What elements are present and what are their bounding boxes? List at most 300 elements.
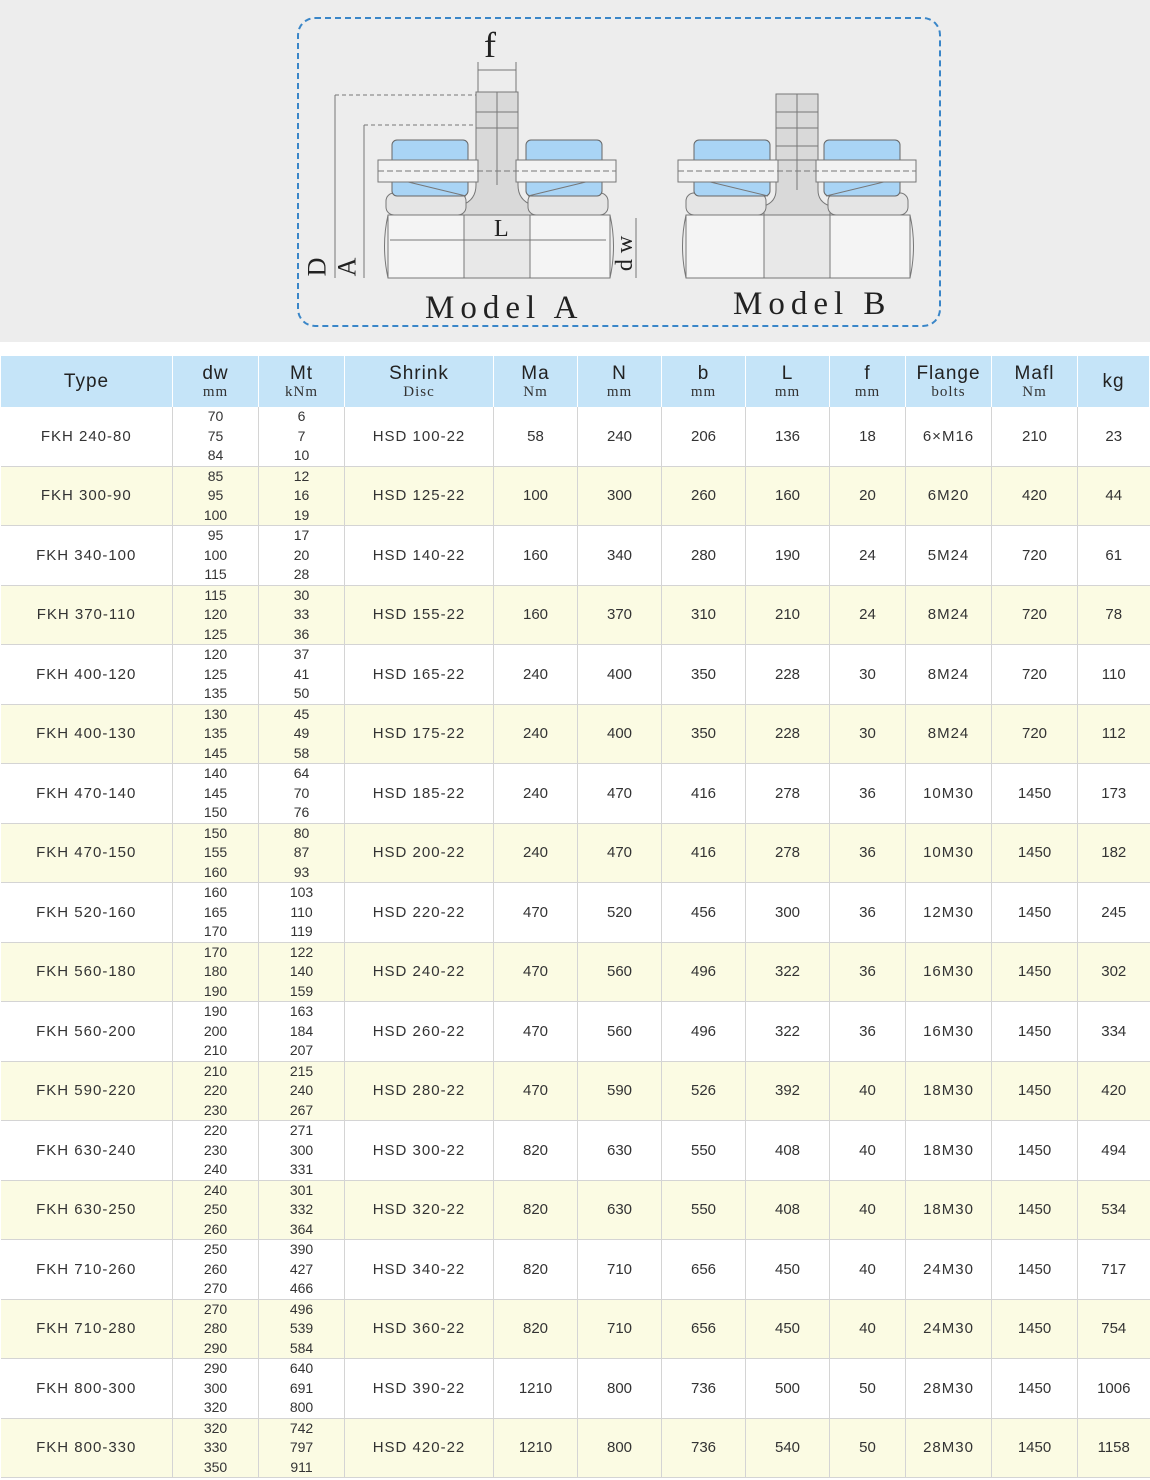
cell-mt (259, 1061, 345, 1121)
cell-dw-value: 135 (203, 725, 228, 741)
cell-f: 30 (830, 704, 906, 764)
cell-dw-value: 190 (203, 982, 228, 999)
cell-f: 50 (830, 1418, 906, 1478)
table-row (1, 823, 1150, 883)
cell-mt-value: 58 (293, 744, 310, 761)
cell-n: 710 (578, 1299, 662, 1359)
cell-dw-value: 70 (207, 408, 224, 424)
cell-dw-value: 210 (203, 1062, 228, 1079)
cell-mt-value: 80 (293, 824, 310, 841)
cell-mt-value: 30 (293, 586, 310, 603)
cell-dw (173, 1002, 259, 1062)
cell-dw (173, 526, 259, 586)
cell-mt-value: 50 (293, 685, 310, 701)
cell-dw (173, 1240, 259, 1300)
table-row (1, 645, 1150, 705)
cell-mt-value: 17 (293, 527, 310, 543)
cell-f: 30 (830, 645, 906, 705)
cell-ma: 160 (494, 526, 578, 586)
cell-dw (173, 407, 259, 466)
cell-mt-value: 300 (289, 1141, 314, 1158)
cell-f: 40 (830, 1180, 906, 1240)
cell-mafl: 1450 (992, 1121, 1078, 1181)
cell-ma: 1210 (494, 1418, 578, 1478)
cell-mafl: 420 (992, 466, 1078, 526)
cell-type: FKH 560-200 (1, 1002, 173, 1062)
column-header (173, 356, 259, 407)
cell-dw-value: 150 (203, 824, 228, 841)
column-header-unit: mm (606, 383, 633, 400)
cell-b: 550 (662, 1180, 746, 1240)
table-row (1, 585, 1150, 645)
dim-a-label: A (332, 257, 362, 277)
table-row (1, 1121, 1150, 1181)
column-header (578, 356, 662, 407)
table-row (1, 764, 1150, 824)
table-row (1, 1299, 1150, 1359)
cell-dw (173, 585, 259, 645)
column-header-unit: kNm (285, 383, 318, 400)
cell-b: 656 (662, 1299, 746, 1359)
cell-dw-value: 270 (203, 1300, 228, 1317)
cell-disc: HSD 100-22 (345, 407, 494, 466)
cell-bolts: 5M24 (906, 526, 992, 586)
cell-mt-value: 466 (289, 1280, 314, 1296)
cell-disc: HSD 175-22 (345, 704, 494, 764)
cell-mt-value: 496 (289, 1300, 314, 1317)
cell-disc: HSD 220-22 (345, 883, 494, 943)
cell-mt (259, 1418, 345, 1478)
cell-f: 40 (830, 1299, 906, 1359)
cell-mt-value: 93 (293, 863, 310, 880)
cell-b: 280 (662, 526, 746, 586)
cell-dw-value: 350 (203, 1458, 228, 1475)
table-row (1, 1002, 1150, 1062)
cell-kg: 754 (1078, 1299, 1150, 1359)
cell-b: 350 (662, 704, 746, 764)
column-header (259, 356, 345, 407)
cell-l: 228 (746, 645, 830, 705)
cell-n: 800 (578, 1418, 662, 1478)
cell-mt-value: 159 (289, 982, 314, 999)
cell-disc: HSD 420-22 (345, 1418, 494, 1478)
column-header (830, 356, 906, 407)
cell-l: 278 (746, 823, 830, 883)
cell-mt-value: 332 (289, 1201, 314, 1217)
cell-f: 40 (830, 1121, 906, 1181)
cell-b: 496 (662, 942, 746, 1002)
cell-n: 300 (578, 466, 662, 526)
cell-mt (259, 526, 345, 586)
cell-dw-value: 95 (207, 527, 224, 543)
table-row (1, 1180, 1150, 1240)
model-b-drawing (678, 94, 916, 278)
cell-dw (173, 764, 259, 824)
cell-dw-value: 250 (203, 1201, 228, 1217)
cell-mt-value: 207 (289, 1042, 314, 1058)
cell-l: 300 (746, 883, 830, 943)
cell-b: 310 (662, 585, 746, 645)
cell-type: FKH 590-220 (1, 1061, 173, 1121)
cell-ma: 820 (494, 1240, 578, 1300)
cell-type: FKH 400-120 (1, 645, 173, 705)
cell-dw (173, 645, 259, 705)
cell-ma: 470 (494, 1061, 578, 1121)
cell-kg: 110 (1078, 645, 1150, 705)
cell-ma: 820 (494, 1180, 578, 1240)
cell-dw-value: 115 (204, 586, 227, 603)
cell-l: 540 (746, 1418, 830, 1478)
cell-ma: 240 (494, 764, 578, 824)
cell-n: 800 (578, 1359, 662, 1419)
cell-dw (173, 823, 259, 883)
cell-mt-value: 19 (293, 506, 310, 523)
cell-dw-value: 220 (203, 1122, 228, 1138)
cell-ma: 160 (494, 585, 578, 645)
table-row (1, 1240, 1150, 1300)
cell-n: 630 (578, 1180, 662, 1240)
cell-dw-value: 300 (203, 1379, 228, 1396)
cell-mt-value: 163 (289, 1003, 314, 1019)
cell-kg: 245 (1078, 883, 1150, 943)
cell-mt (259, 1002, 345, 1062)
cell-n: 560 (578, 942, 662, 1002)
cell-dw-value: 165 (203, 903, 228, 920)
cell-mt-value: 49 (293, 725, 310, 741)
cell-f: 36 (830, 764, 906, 824)
cell-f: 50 (830, 1359, 906, 1419)
cell-dw-value: 220 (203, 1082, 228, 1098)
column-header (662, 356, 746, 407)
cell-bolts: 16M30 (906, 942, 992, 1002)
cell-type: FKH 240-80 (1, 407, 173, 466)
dim-d-label: D (302, 257, 332, 277)
cell-f: 18 (830, 407, 906, 466)
cell-ma: 100 (494, 466, 578, 526)
cell-dw-value: 95 (207, 487, 224, 503)
cell-dw-value: 170 (203, 943, 228, 960)
cell-kg: 494 (1078, 1121, 1150, 1181)
cell-dw (173, 1180, 259, 1240)
cell-mt-value: 364 (289, 1220, 314, 1237)
cell-n: 590 (578, 1061, 662, 1121)
cell-disc: HSD 390-22 (345, 1359, 494, 1419)
cell-dw-value: 140 (203, 765, 228, 781)
cell-n: 560 (578, 1002, 662, 1062)
cell-mafl: 1450 (992, 1061, 1078, 1121)
cell-mafl: 1450 (992, 1418, 1078, 1478)
cell-disc: HSD 155-22 (345, 585, 494, 645)
cell-mt-value: 640 (289, 1360, 314, 1376)
cell-n: 470 (578, 823, 662, 883)
model-b-label: Model B (733, 286, 892, 322)
cell-mt-value: 691 (289, 1379, 314, 1396)
cell-mt (259, 645, 345, 705)
cell-n: 470 (578, 764, 662, 824)
cell-mt (259, 1180, 345, 1240)
cell-bolts: 18M30 (906, 1180, 992, 1240)
cell-dw-value: 155 (203, 844, 228, 860)
cell-mt (259, 942, 345, 1002)
cell-bolts: 6×M16 (906, 407, 992, 466)
cell-mt-value: 64 (293, 765, 310, 781)
cell-mt (259, 466, 345, 526)
cell-dw (173, 1061, 259, 1121)
cell-mafl: 720 (992, 585, 1078, 645)
cell-mt-value: 122 (289, 943, 314, 960)
table-row (1, 407, 1150, 466)
cell-dw-value: 100 (203, 506, 228, 523)
cell-f: 36 (830, 823, 906, 883)
cell-dw-value: 150 (203, 804, 228, 820)
cell-type: FKH 300-90 (1, 466, 173, 526)
cell-kg: 173 (1078, 764, 1150, 824)
cell-f: 36 (830, 1002, 906, 1062)
cell-mt-value: 70 (293, 784, 310, 801)
column-header (1, 356, 173, 407)
cell-n: 340 (578, 526, 662, 586)
cell-mt (259, 585, 345, 645)
cell-mafl: 720 (992, 645, 1078, 705)
cell-dw-value: 125 (203, 665, 228, 682)
cell-l: 278 (746, 764, 830, 824)
column-header (1078, 356, 1150, 407)
cell-mt-value: 140 (289, 963, 314, 979)
cell-type: FKH 520-160 (1, 883, 173, 943)
table-row (1, 1359, 1150, 1419)
cell-n: 400 (578, 704, 662, 764)
cell-kg: 112 (1078, 704, 1150, 764)
cell-dw-value: 230 (203, 1101, 228, 1118)
cell-kg: 534 (1078, 1180, 1150, 1240)
cell-mt-value: 584 (289, 1339, 314, 1356)
cell-b: 526 (662, 1061, 746, 1121)
column-header-label: dw (202, 362, 229, 384)
cell-type: FKH 630-250 (1, 1180, 173, 1240)
cell-n: 370 (578, 585, 662, 645)
cell-b: 550 (662, 1121, 746, 1181)
cell-dw-value: 210 (203, 1042, 228, 1058)
cell-ma: 820 (494, 1121, 578, 1181)
cell-bolts: 16M30 (906, 1002, 992, 1062)
cell-kg: 44 (1078, 466, 1150, 526)
cell-dw-value: 320 (203, 1419, 228, 1436)
column-header-unit: mm (774, 383, 801, 400)
column-header-unit: bolts (931, 383, 966, 400)
cell-n: 520 (578, 883, 662, 943)
cell-mt-value: 76 (293, 804, 310, 820)
dim-f-label: f (484, 25, 496, 65)
cell-type: FKH 470-150 (1, 823, 173, 883)
cell-mafl: 1450 (992, 1299, 1078, 1359)
column-header (906, 356, 992, 407)
cell-disc: HSD 300-22 (345, 1121, 494, 1181)
cell-type: FKH 340-100 (1, 526, 173, 586)
cell-l: 228 (746, 704, 830, 764)
cell-dw-value: 160 (203, 884, 228, 900)
column-header-unit: Disc (403, 383, 435, 400)
cell-dw-value: 170 (203, 923, 228, 939)
cell-mt-value: 37 (293, 646, 310, 662)
cell-dw-value: 120 (203, 606, 228, 622)
cell-f: 40 (830, 1240, 906, 1300)
cell-type: FKH 470-140 (1, 764, 173, 824)
cell-l: 392 (746, 1061, 830, 1121)
cell-mt-value: 240 (289, 1082, 314, 1098)
cell-dw-value: 180 (203, 963, 228, 979)
cell-bolts: 18M30 (906, 1061, 992, 1121)
cell-mt (259, 704, 345, 764)
cell-type: FKH 400-130 (1, 704, 173, 764)
cell-dw (173, 1121, 259, 1181)
cell-mt-value: 33 (293, 606, 310, 622)
cell-ma: 470 (494, 1002, 578, 1062)
cell-mafl: 1450 (992, 1359, 1078, 1419)
column-header-label: kg (1102, 371, 1125, 392)
cell-mt-value: 267 (289, 1101, 314, 1118)
cell-mt-value: 45 (293, 705, 310, 722)
cell-b: 736 (662, 1359, 746, 1419)
cell-l: 322 (746, 942, 830, 1002)
cell-mt-value: 16 (293, 487, 310, 503)
cell-mt-value: 10 (293, 447, 310, 463)
cell-mafl: 210 (992, 407, 1078, 466)
cell-disc: HSD 240-22 (345, 942, 494, 1002)
table-row (1, 704, 1150, 764)
cell-mt-value: 7 (297, 427, 306, 444)
cell-l: 408 (746, 1180, 830, 1240)
cell-mt-value: 110 (290, 903, 313, 920)
cell-mafl: 720 (992, 526, 1078, 586)
column-header-label: N (612, 362, 627, 384)
cell-mt (259, 1359, 345, 1419)
cell-bolts: 28M30 (906, 1418, 992, 1478)
cell-f: 36 (830, 883, 906, 943)
column-header (746, 356, 830, 407)
cell-kg: 717 (1078, 1240, 1150, 1300)
table-row (1, 466, 1150, 526)
cell-mt (259, 823, 345, 883)
cell-dw-value: 250 (203, 1241, 228, 1257)
table-row (1, 526, 1150, 586)
cell-bolts: 12M30 (906, 883, 992, 943)
table-row (1, 883, 1150, 943)
cell-ma: 820 (494, 1299, 578, 1359)
column-header-label: L (781, 362, 794, 384)
specification-table (0, 356, 1150, 1478)
cell-mt-value: 539 (289, 1320, 314, 1336)
cell-kg: 61 (1078, 526, 1150, 586)
table-body (1, 407, 1150, 1478)
cell-disc: HSD 165-22 (345, 645, 494, 705)
cell-bolts: 8M24 (906, 704, 992, 764)
cell-kg: 78 (1078, 585, 1150, 645)
column-header-label: Shrink (389, 362, 449, 384)
cell-type: FKH 710-280 (1, 1299, 173, 1359)
cell-dw-value: 260 (203, 1220, 228, 1237)
cell-dw (173, 942, 259, 1002)
cell-mt-value: 184 (289, 1022, 314, 1039)
cell-mt (259, 1299, 345, 1359)
cell-mt-value: 36 (293, 625, 310, 642)
cell-mt-value: 271 (289, 1122, 314, 1138)
cell-ma: 58 (494, 407, 578, 466)
cell-bolts: 10M30 (906, 764, 992, 824)
cell-dw-value: 85 (207, 467, 224, 484)
cell-dw-value: 290 (203, 1339, 228, 1356)
cell-mafl: 1450 (992, 942, 1078, 1002)
model-a-drawing (335, 62, 636, 278)
cell-mt-value: 742 (289, 1419, 314, 1436)
cell-dw-value: 84 (207, 447, 224, 463)
cell-l: 160 (746, 466, 830, 526)
cell-mt-value: 87 (293, 844, 310, 860)
cell-disc: HSD 320-22 (345, 1180, 494, 1240)
column-header-label: b (697, 362, 710, 384)
cell-ma: 470 (494, 942, 578, 1002)
cell-b: 416 (662, 823, 746, 883)
cell-f: 36 (830, 942, 906, 1002)
table-row (1, 942, 1150, 1002)
cell-bolts: 6M20 (906, 466, 992, 526)
cell-b: 260 (662, 466, 746, 526)
column-header (494, 356, 578, 407)
cell-dw-value: 240 (203, 1181, 228, 1198)
cell-disc: HSD 360-22 (345, 1299, 494, 1359)
cell-mt-value: 28 (293, 566, 310, 582)
column-header-unit: mm (690, 383, 717, 400)
cell-ma: 240 (494, 823, 578, 883)
cell-bolts: 18M30 (906, 1121, 992, 1181)
cell-mafl: 1450 (992, 883, 1078, 943)
column-header-unit: mm (854, 383, 881, 400)
cell-disc: HSD 260-22 (345, 1002, 494, 1062)
cell-dw-value: 130 (203, 705, 228, 722)
cell-l: 210 (746, 585, 830, 645)
cell-mt-value: 390 (289, 1241, 314, 1257)
cell-mafl: 1450 (992, 1180, 1078, 1240)
cell-dw-value: 260 (203, 1260, 228, 1277)
cell-mt-value: 911 (290, 1458, 313, 1475)
cell-n: 400 (578, 645, 662, 705)
cell-dw (173, 883, 259, 943)
cell-dw-value: 190 (203, 1003, 228, 1019)
cell-dw-value: 320 (203, 1399, 228, 1415)
cell-mt-value: 797 (289, 1439, 314, 1455)
cell-bolts: 28M30 (906, 1359, 992, 1419)
cell-f: 24 (830, 585, 906, 645)
cell-kg: 182 (1078, 823, 1150, 883)
cell-mt-value: 20 (293, 546, 310, 563)
cell-dw-value: 280 (203, 1320, 228, 1336)
cell-mt-value: 215 (289, 1062, 314, 1079)
cell-mt (259, 764, 345, 824)
column-header-label: Flange (916, 362, 981, 384)
cell-mt-value: 41 (293, 665, 310, 682)
cell-f: 24 (830, 526, 906, 586)
cell-bolts: 8M24 (906, 645, 992, 705)
cell-kg: 334 (1078, 1002, 1150, 1062)
cell-n: 630 (578, 1121, 662, 1181)
cell-bolts: 10M30 (906, 823, 992, 883)
cell-kg: 1158 (1078, 1418, 1150, 1478)
cell-dw-value: 290 (203, 1360, 228, 1376)
table-row (1, 1418, 1150, 1478)
cell-dw-value: 125 (203, 625, 228, 642)
column-header-unit: Nm (523, 383, 548, 400)
cell-f: 40 (830, 1061, 906, 1121)
cell-l: 136 (746, 407, 830, 466)
